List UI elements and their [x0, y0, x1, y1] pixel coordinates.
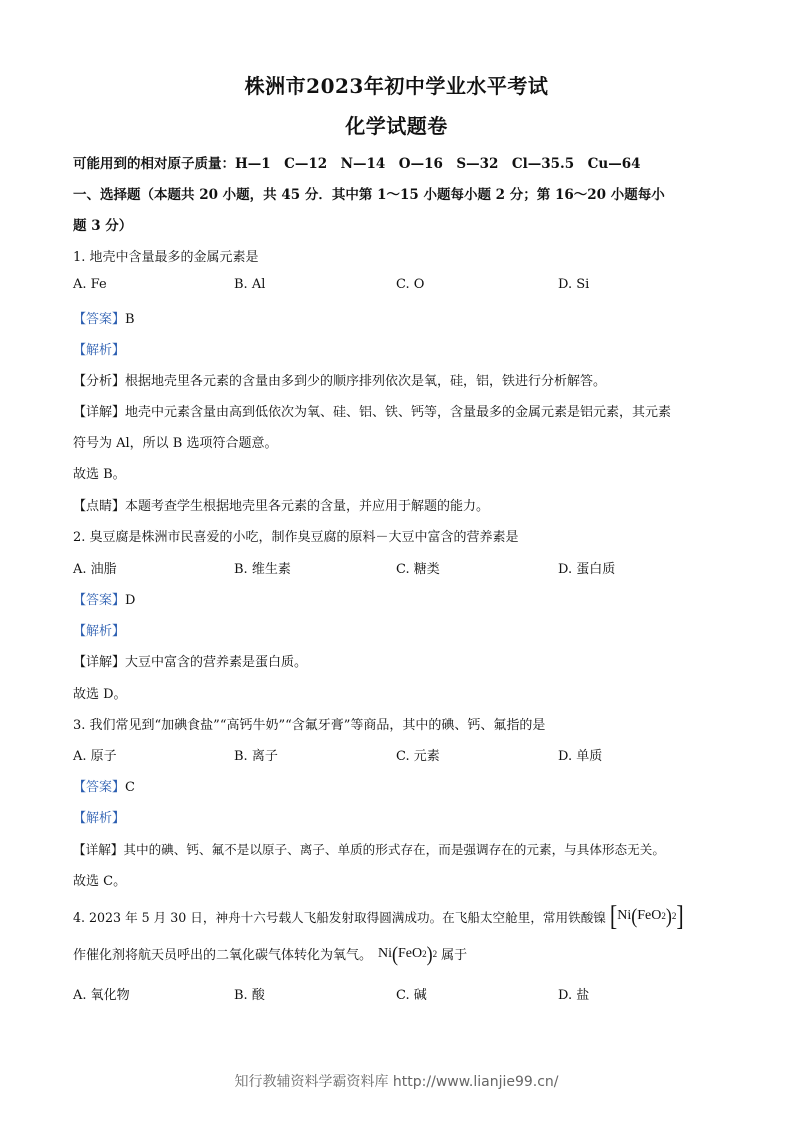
fenxi-tag: 【分析】	[73, 374, 126, 389]
analysis-tag: 【解析】	[73, 624, 126, 639]
q3-option-b: B. 离子	[234, 749, 278, 764]
q1-answer-value: B	[125, 312, 135, 327]
q1-option-d: D. Si	[558, 277, 590, 292]
q3-detail-text: 其中的碘、钙、氟不是以原子、离子、单质的形式存在，而是强调存在的元素，与具体形态无关。	[123, 842, 665, 857]
comment-tag: 【点睛】	[73, 499, 126, 514]
formula-sub: 2	[422, 948, 427, 959]
formula-left-paren: (	[392, 942, 399, 965]
formula-ni: Ni	[617, 908, 632, 923]
formula-left-bracket: [	[609, 899, 618, 932]
detail-tag: 【详解】	[73, 405, 126, 420]
q4-option-c: C. 碱	[396, 988, 427, 1003]
q2-option-d: D. 蛋白质	[558, 562, 616, 577]
q2-option-a: A. 油脂	[73, 562, 117, 577]
watermark-footer: 知行教辅资料学霸资料库 http://www.lianjie99.cn/	[234, 1074, 559, 1090]
q2-detail	[73, 651, 307, 670]
q1-comment-text: 本题考查学生根据地壳里各元素的含量，并应用于解题的能力。	[125, 499, 490, 514]
q1-detail-text-1: 地壳中元素含量由高到低依次为氧、硅、铝、铁、钙等，含量最多的金属元素是铝元素，其元素	[125, 405, 672, 420]
q1-conclusion: 故选 B。	[73, 467, 126, 482]
q1-fenxi	[73, 370, 606, 389]
q3-analysis-tag	[73, 807, 125, 826]
q2-option-b: B. 维生素	[234, 562, 291, 577]
q4-stem-text-2: 作催化剂将航天员呼出的二氧化碳气体转化为氧气。	[73, 948, 373, 963]
q2-detail-text: 大豆中富含的营养素是蛋白质。	[125, 655, 308, 670]
q4-stem-line1	[73, 899, 684, 932]
q3-conclusion: 故选 C。	[73, 874, 127, 889]
q4-stem-line2	[73, 944, 467, 963]
formula-outer-sub: 2	[671, 911, 677, 921]
q4-option-b: B. 酸	[234, 988, 265, 1003]
q2-option-c: C. 糖类	[396, 562, 440, 577]
detail-tag: 【详解】	[73, 842, 124, 857]
q1-option-c: C. O	[396, 277, 425, 292]
q4-formula-inline	[378, 942, 438, 965]
formula-ni: Ni	[378, 945, 393, 961]
exam-subtitle: 化学试题卷	[345, 114, 448, 138]
q1-option-a: A. Fe	[73, 277, 107, 292]
q1-comment	[73, 495, 489, 514]
q3-option-c: C. 元素	[396, 749, 440, 764]
q2-answer	[73, 589, 135, 608]
formula-outer-sub: 2	[432, 948, 438, 959]
q4-stem-text-1: 4. 2023 年 5 月 30 日，神舟十六号载人飞船发射取得圆满成功。在飞船太空舱里，常用铁酸镍	[73, 909, 606, 925]
q1-stem: 1. 地壳中含量最多的金属元素是	[73, 250, 259, 265]
formula-left-paren: (	[631, 904, 638, 928]
q3-option-a: A. 原子	[73, 749, 117, 764]
answer-tag: 【答案】	[73, 312, 126, 327]
q1-analysis-tag	[73, 339, 125, 358]
q3-detail	[73, 839, 665, 858]
q1-detail-1	[73, 401, 671, 420]
exam-title: 株洲市2023年初中学业水平考试	[244, 74, 549, 98]
q3-answer-value: C	[125, 780, 135, 795]
answer-tag: 【答案】	[73, 780, 126, 795]
analysis-tag: 【解析】	[73, 811, 126, 826]
atomic-masses: 可能用到的相对原子质量：H—1 C—12 N—14 O—16 S—32 Cl—35.5 Cu—64	[73, 156, 641, 172]
detail-tag: 【详解】	[73, 655, 126, 670]
formula-right-paren: )	[426, 942, 433, 965]
q2-answer-value: D	[125, 593, 136, 608]
formula-right-paren: )	[665, 904, 672, 928]
q4-stem-text-3: 属于	[441, 948, 468, 963]
formula-feo: FeO	[398, 945, 423, 961]
q2-analysis-tag	[73, 620, 125, 639]
q1-option-b: B. Al	[234, 277, 266, 292]
q4-formula-bracketed	[609, 899, 684, 932]
answer-tag: 【答案】	[73, 593, 126, 608]
formula-sub: 2	[661, 911, 666, 921]
q2-conclusion: 故选 D。	[73, 687, 127, 702]
section-heading-line2: 题 3 分）	[73, 218, 133, 234]
q2-stem: 2. 臭豆腐是株洲市民喜爱的小吃，制作臭豆腐的原料－大豆中富含的营养素是	[73, 530, 519, 545]
q3-stem: 3. 我们常见到“加碘食盐”“高钙牛奶”“含氟牙膏”等商品，其中的碘、钙、氟指的是	[73, 718, 546, 733]
q1-fenxi-text: 根据地壳里各元素的含量由多到少的顺序排列依次是氧，硅，铝，铁进行分析解答。	[125, 374, 607, 389]
analysis-tag: 【解析】	[73, 343, 126, 358]
q3-option-d: D. 单质	[558, 749, 603, 764]
q4-option-d: D. 盐	[558, 988, 590, 1003]
q1-answer	[73, 308, 135, 327]
q3-answer	[73, 776, 135, 795]
q4-option-a: A. 氧化物	[73, 988, 130, 1003]
q1-detail-2: 符号为 Al，所以 B 选项符合题意。	[73, 436, 278, 451]
formula-feo: FeO	[637, 908, 662, 923]
section-heading-line1: 一、选择题（本题共 20 小题，共 45 分．其中第 1～15 小题每小题 2 分；第 16～20 小题每小	[73, 187, 665, 203]
formula-right-bracket: ]	[676, 899, 684, 932]
